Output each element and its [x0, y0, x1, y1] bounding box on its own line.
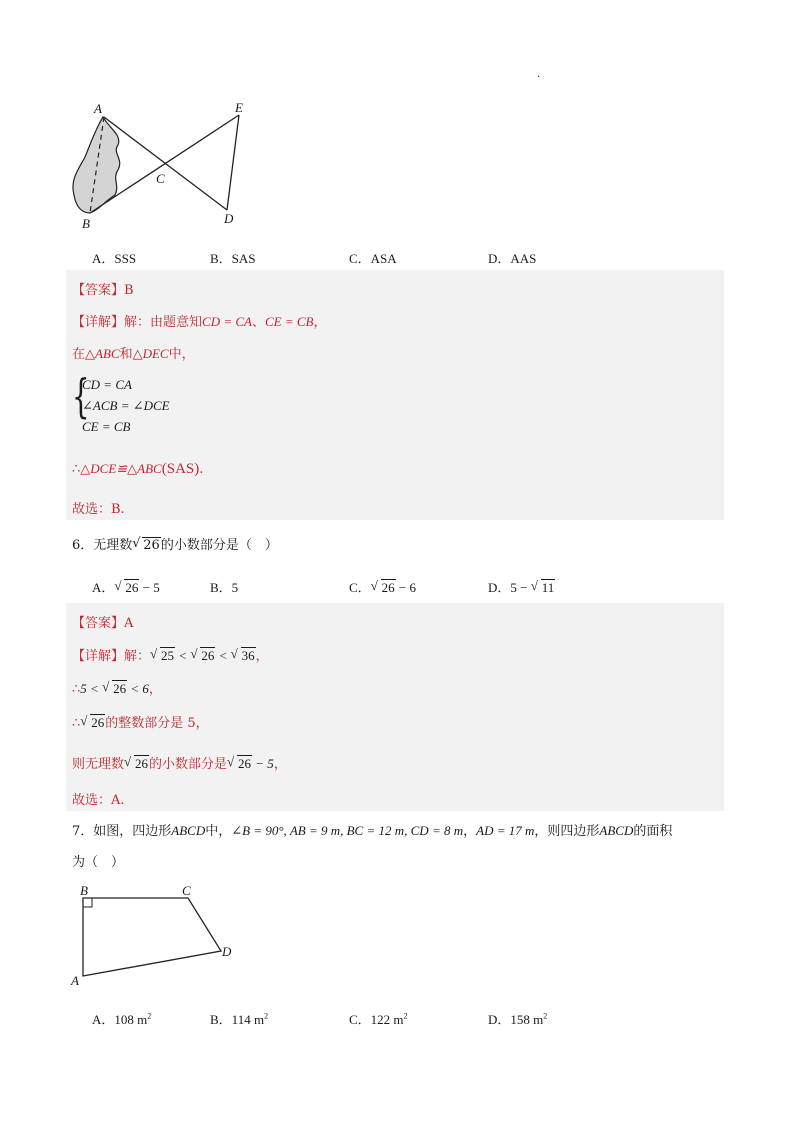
q7-option-a[interactable]: A．108 $m^2$ — [92, 1011, 152, 1027]
q5-system-brace: { — [72, 369, 90, 423]
q5-answer-line — [72, 279, 134, 298]
segment-ed — [227, 115, 239, 210]
q5-final: 故选：B. — [72, 502, 125, 517]
q5-in-text-1: 在 — [72, 347, 86, 362]
q5-answer-tag: 【答案】 — [72, 283, 125, 298]
q5-option-d[interactable]: D．AAS — [488, 251, 537, 266]
q6-line3: ∴√ 26的整数部分是 5， — [72, 712, 209, 731]
q5-system-eq3: CE = CB — [82, 419, 131, 434]
fig2-label-d: D — [222, 944, 232, 959]
q5-detail-text: 解：由题意知 — [124, 315, 203, 330]
fig1-label-a: A — [94, 101, 102, 116]
q5-period: . — [199, 462, 204, 477]
q6-option-d[interactable]: D．5 − √ 11 — [488, 577, 555, 596]
q5-sep: 、 — [251, 315, 265, 330]
fig1-label-e: E — [235, 100, 243, 115]
q5-detail-line — [72, 311, 327, 330]
q5-option-c[interactable]: C．ASA — [349, 251, 397, 266]
q5-tri1: △ABC — [85, 346, 120, 361]
q5-conclusion-reason: (SAS) — [161, 461, 200, 477]
q7-stem-line2: 为（ ） — [72, 855, 125, 870]
q6-option-a[interactable]: A．√ 26 − 5 — [92, 577, 160, 596]
q6-detail-line: 【详解】解：√ 25 < √ 26 < √ 36， — [72, 645, 269, 664]
q5-answer-box — [66, 270, 724, 520]
q5-cond2: CE = CB — [265, 314, 314, 329]
fig1-label-b: B — [82, 216, 90, 231]
q7-option-b[interactable]: B．114 $m^2$ — [210, 1011, 269, 1027]
q6-answer-line — [72, 612, 133, 631]
q5-conclusion: △DCE≌△ABC — [80, 461, 162, 476]
q6-answer-tag: 【答案】 — [72, 616, 125, 631]
q7-stem-line1: 7．如图，四边形ABCD中，∠B = 90°, AB = 9 m, BC = 12 m, CD = 8 m，AD = 17 m，则四边形ABCD的面积 — [72, 823, 673, 839]
q5-in-text-2: 和 — [119, 347, 133, 362]
fig2-label-b: B — [80, 883, 88, 898]
figure-quadrilateral — [68, 882, 248, 992]
q6-detail-text: 解： — [124, 649, 151, 664]
q6-detail-tag: 【详解】 — [72, 649, 125, 664]
q5-cond1: CD = CA — [202, 314, 252, 329]
fig1-label-d: D — [224, 211, 234, 226]
q5-system-eq1: CD = CA — [82, 377, 132, 392]
q6-stem-1: 6．无理数 — [72, 538, 133, 553]
quad-abcd — [83, 898, 221, 976]
q7-option-d[interactable]: D．158 $m^2$ — [488, 1011, 548, 1027]
q6-answer-value: A — [124, 616, 134, 631]
q5-option-b[interactable]: B．SAS — [210, 251, 256, 266]
q6-option-b[interactable]: B．5 — [210, 580, 239, 595]
q5-detail-tag: 【详解】 — [72, 315, 125, 330]
top-mark: · — [537, 72, 541, 83]
q5-tri2: △DEC — [132, 346, 169, 361]
q6-final: 故选：A. — [72, 793, 125, 808]
figure-pond-triangles — [60, 95, 260, 235]
fig2-label-a: A — [71, 973, 79, 988]
q5-comma: ， — [313, 315, 327, 330]
fig2-label-c: C — [182, 883, 191, 898]
right-angle-mark — [83, 898, 92, 907]
q6-stem-radical: √ 26 — [133, 538, 161, 553]
q6-option-c[interactable]: C．√ 26 − 6 — [349, 577, 416, 596]
q5-option-a[interactable]: A．SSS — [92, 251, 137, 266]
q5-in-line — [72, 343, 195, 362]
q6-answer-box — [66, 603, 724, 811]
q6-line2: ∴5 < √ 26 < 6， — [72, 678, 162, 697]
q6-line4: 则无理数√ 26的小数部分是√ 26 − 5， — [72, 753, 287, 772]
q5-answer-value: B — [124, 283, 134, 298]
q6-stem-2: 的小数部分是（ ） — [160, 538, 278, 553]
q6-stem — [72, 534, 278, 553]
q7-option-c[interactable]: C．122 $m^2$ — [349, 1011, 408, 1027]
q5-in-text-3: 中， — [168, 347, 195, 362]
q5-therefore: ∴ — [72, 462, 81, 477]
fig1-label-c: C — [156, 171, 165, 186]
q5-conclusion-line — [72, 461, 203, 478]
q5-system-eq2: ∠ACB = ∠DCE — [82, 398, 170, 413]
